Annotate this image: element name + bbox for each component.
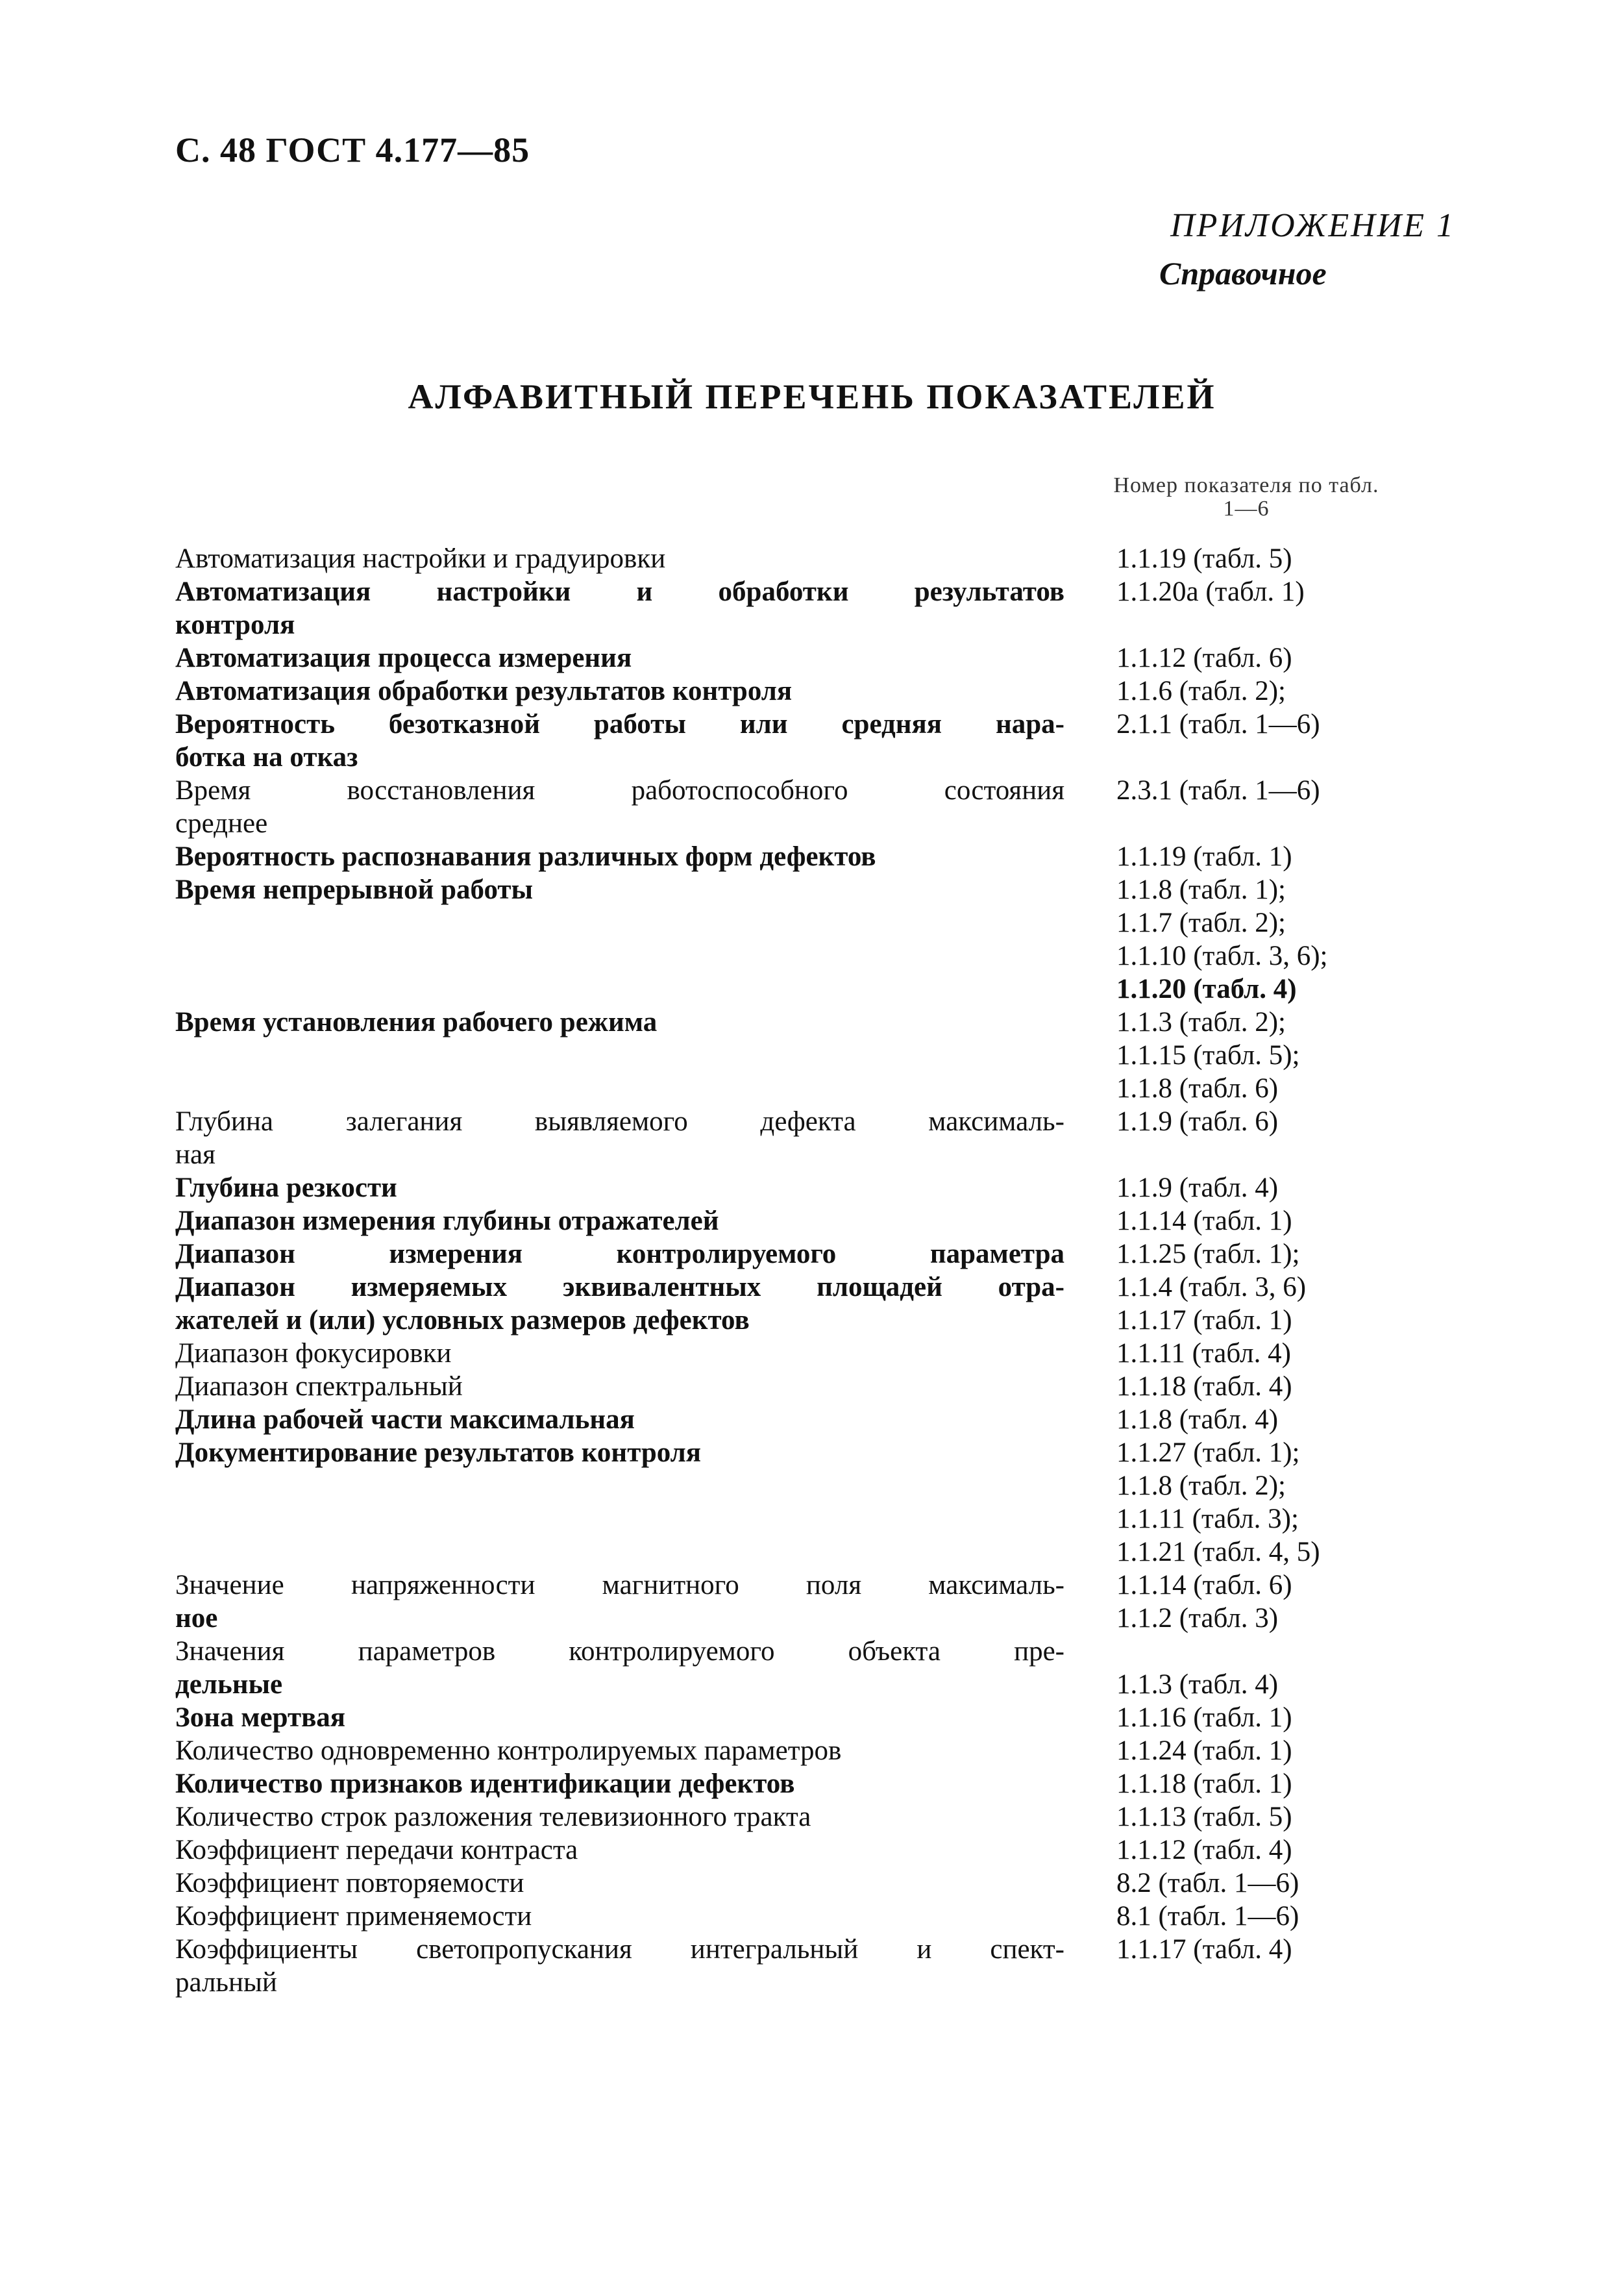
reference-entry: 1.1.8 (табл. 6) xyxy=(1116,1073,1279,1104)
reference-entry: 1.1.11 (табл. 3); xyxy=(1116,1504,1299,1534)
reference-entry: 1.1.12 (табл. 6) xyxy=(1116,643,1292,673)
reference-entry: 1.1.12 (табл. 4) xyxy=(1116,1835,1292,1865)
indicator-line xyxy=(175,973,1064,1006)
reference-entry: 1.1.3 (табл. 4) xyxy=(1116,1669,1279,1700)
indicator-line: Диапазон измеряемых эквивалентных площадей отра- xyxy=(175,1272,1064,1302)
indicator-line: Количество одновременно контролируемых параметров xyxy=(175,1735,842,1766)
reference-entry xyxy=(1116,741,1584,774)
indicator-line: ральный xyxy=(175,1967,277,1998)
reference-entry: 1.1.13 (табл. 5) xyxy=(1116,1802,1292,1832)
reference-entry: 1.1.4 (табл. 3, 6) xyxy=(1116,1272,1307,1302)
indicator-line: Количество признаков идентификации дефектов xyxy=(175,1769,795,1799)
indicator-line: Время восстановления работоспособного состояния xyxy=(175,775,1064,806)
reference-entry: 1.1.8 (табл. 4) xyxy=(1116,1404,1279,1435)
reference-entry: 1.1.24 (табл. 1) xyxy=(1116,1735,1292,1766)
reference-entry xyxy=(1116,807,1584,840)
reference-entry: 1.1.14 (табл. 6) xyxy=(1116,1570,1292,1600)
reference-entry: 8.1 (табл. 1—6) xyxy=(1116,1901,1299,1932)
indicator-line: Количество строк разложения телевизионного тракта xyxy=(175,1802,811,1832)
reference-entry: 1.1.19 (табл. 5) xyxy=(1116,543,1292,574)
reference-entry: 1.1.11 (табл. 4) xyxy=(1116,1338,1291,1369)
indicator-line: Коэффициент применяемости xyxy=(175,1901,532,1932)
indicator-line: Диапазон фокусировки xyxy=(175,1338,452,1369)
indicator-line: Значения параметров контролируемого объекта пре- xyxy=(175,1636,1064,1667)
indicator-line: Вероятность распознавания различных форм дефектов xyxy=(175,841,876,872)
reference-entry: 1.1.8 (табл. 1); xyxy=(1116,875,1286,905)
reference-entry: 1.1.14 (табл. 1) xyxy=(1116,1206,1292,1236)
reference-entry: 1.1.20а (табл. 1) xyxy=(1116,577,1305,607)
appendix-subtitle: Справочное xyxy=(1159,255,1327,292)
indicator-line: Автоматизация настройки и обработки результатов xyxy=(175,577,1064,607)
indicator-line: Время установления рабочего режима xyxy=(175,1007,658,1037)
column-header-line: 1—6 xyxy=(1223,497,1270,521)
reference-entry: 1.1.10 (табл. 3, 6); xyxy=(1116,941,1328,971)
indicator-line xyxy=(175,1039,1064,1072)
reference-entry: 2.3.1 (табл. 1—6) xyxy=(1116,775,1320,806)
indicator-line: Длина рабочей части максимальная xyxy=(175,1404,635,1435)
reference-entry: 1.1.17 (табл. 4) xyxy=(1116,1934,1292,1965)
indicator-line: Диапазон измерения контролируемого параметра xyxy=(175,1239,1064,1269)
indicator-line: дельные xyxy=(175,1669,283,1700)
reference-entry: 2.1.1 (табл. 1—6) xyxy=(1116,709,1320,739)
reference-entry xyxy=(1116,608,1584,641)
reference-entry: 1.1.7 (табл. 2); xyxy=(1116,908,1286,938)
indicator-line: ное xyxy=(175,1603,218,1634)
indicator-line xyxy=(175,1469,1064,1502)
document-title: АЛФАВИТНЫЙ ПЕРЕЧЕНЬ ПОКАЗАТЕЛЕЙ xyxy=(408,377,1216,416)
indicator-line: Коэффициент передачи контраста xyxy=(175,1835,578,1865)
indicator-line: Время непрерывной работы xyxy=(175,875,534,905)
indicator-line: Автоматизация настройки и градуировки xyxy=(175,543,666,574)
indicator-line: Автоматизация процесса измерения xyxy=(175,643,632,673)
reference-entry: 1.1.25 (табл. 1); xyxy=(1116,1239,1300,1269)
reference-entry: 1.1.15 (табл. 5); xyxy=(1116,1040,1300,1071)
indicator-line: жателей и (или) условных размеров дефектов xyxy=(175,1305,750,1336)
indicator-line xyxy=(175,906,1064,939)
reference-entry: 1.1.9 (табл. 6) xyxy=(1116,1106,1279,1137)
reference-entry xyxy=(1116,1966,1584,1999)
reference-entry xyxy=(1116,1138,1584,1171)
indicator-line: Зона мертвая xyxy=(175,1702,346,1733)
indicator-line: ная xyxy=(175,1139,215,1170)
indicator-line: Документирование результатов контроля xyxy=(175,1437,702,1468)
column-header xyxy=(1052,474,1441,521)
reference-entry: 1.1.17 (табл. 1) xyxy=(1116,1305,1292,1336)
indicator-line: Автоматизация обработки результатов контроля xyxy=(175,676,793,706)
reference-entry: 1.1.3 (табл. 2); xyxy=(1116,1007,1286,1037)
reference-entry: 1.1.9 (табл. 4) xyxy=(1116,1173,1279,1203)
indicator-line: Глубина залегания выявляемого дефекта максималь- xyxy=(175,1106,1064,1137)
reference-entry xyxy=(1116,1635,1584,1668)
reference-entry: 8.2 (табл. 1—6) xyxy=(1116,1868,1299,1898)
indicator-line: Коэффициент повторяемости xyxy=(175,1868,524,1898)
indicator-line: Диапазон спектральный xyxy=(175,1371,463,1402)
reference-entry: 1.1.20 (табл. 4) xyxy=(1116,974,1297,1004)
reference-entry: 1.1.27 (табл. 1); xyxy=(1116,1437,1300,1468)
indicator-line: Значение напряженности магнитного поля максималь- xyxy=(175,1570,1064,1600)
page-header: С. 48 ГОСТ 4.177—85 xyxy=(175,130,530,169)
indicator-line: среднее xyxy=(175,808,268,839)
indicator-line xyxy=(175,939,1064,973)
reference-entry: 1.1.2 (табл. 3) xyxy=(1116,1603,1279,1634)
reference-entry: 1.1.19 (табл. 1) xyxy=(1116,841,1292,872)
reference-entry: 1.1.6 (табл. 2); xyxy=(1116,676,1286,706)
indicator-line xyxy=(175,1502,1064,1535)
indicator-list xyxy=(175,542,1064,1999)
reference-entry: 1.1.16 (табл. 1) xyxy=(1116,1702,1292,1733)
reference-entry: 1.1.21 (табл. 4, 5) xyxy=(1116,1537,1320,1567)
indicator-line: Коэффициенты светопропускания интегральный и спект- xyxy=(175,1934,1064,1965)
indicator-line xyxy=(175,1535,1064,1569)
indicator-line: Глубина резкости xyxy=(175,1173,397,1203)
column-header-line: Номер показателя по табл. xyxy=(1113,473,1379,497)
reference-list xyxy=(1116,542,1584,1999)
reference-entry: 1.1.18 (табл. 4) xyxy=(1116,1371,1292,1402)
indicator-line: ботка на отказ xyxy=(175,742,358,773)
reference-entry: 1.1.8 (табл. 2); xyxy=(1116,1471,1286,1501)
indicator-line xyxy=(175,1072,1064,1105)
indicator-line: Вероятность безотказной работы или средняя нара- xyxy=(175,709,1064,739)
indicator-line: контроля xyxy=(175,610,295,640)
appendix-title: ПРИЛОЖЕНИЕ 1 xyxy=(1170,207,1455,244)
indicator-line: Диапазон измерения глубины отражателей xyxy=(175,1206,719,1236)
reference-entry: 1.1.18 (табл. 1) xyxy=(1116,1769,1292,1799)
